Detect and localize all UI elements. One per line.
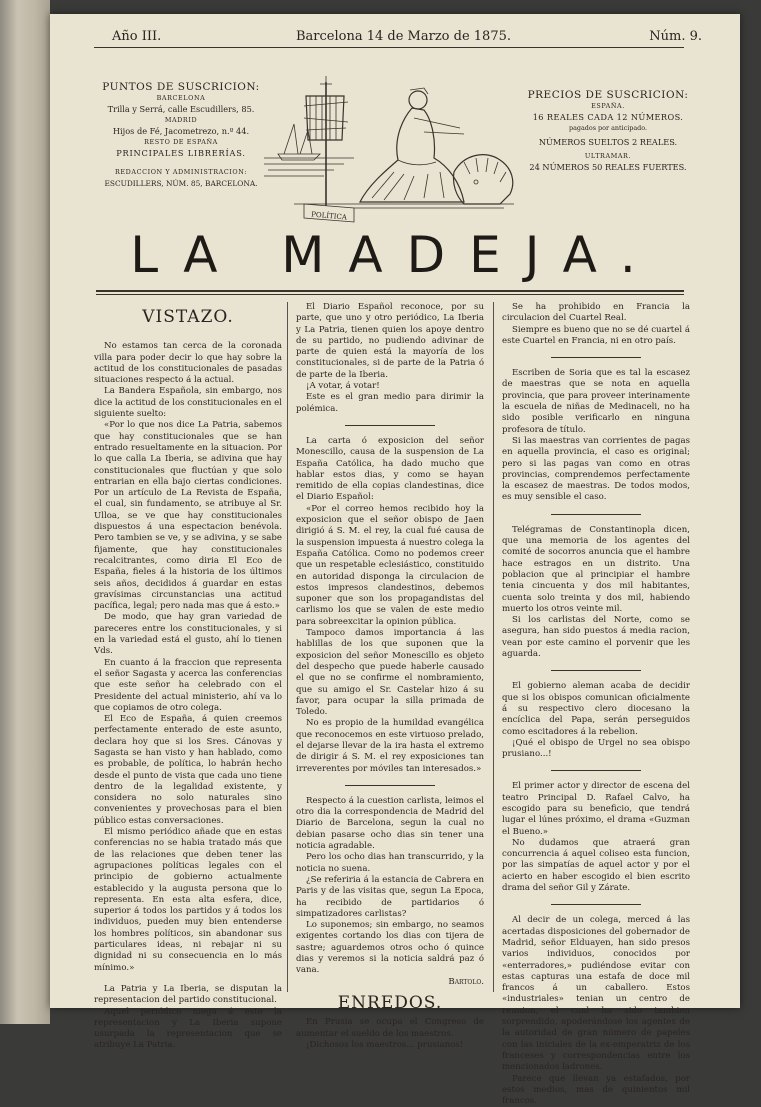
col2-paragraph: ¡A votar, á votar! xyxy=(306,381,380,392)
redaccion-label: REDACCION Y ADMINISTRACION: xyxy=(115,168,247,176)
col1-paragraph: El mismo periódico añade que en estas conferencias no se habia tratado más que de las relaciones que deben tener las agrupaciones políticas legales con el principio de gobierno actualmente establecido y la augusta persona que lo representa. En esta alta esfera, dice, superior á todos los partidos y á todos los individuos, pueden muy bien entenderse los hombres políticos, sin abandonar sus particulares ideas, ni rebajar ni su dignidad ni su consecuencia en lo más mínimo.» xyxy=(94,827,282,973)
section-rule xyxy=(551,514,641,515)
col2-paragraph: Tampoco damos importancia á las hablillas de los que suponen que la exposicion del señor Monescillo es objeto del despecho que puede haberle causado el que no se confirme el nombramiento, que su amigo el Sr. Castelar hizo á su favor, para ocupar la silla primada de Toledo. xyxy=(296,628,484,718)
ultramar-price: 24 NÚMEROS 50 REALES FUERTES. xyxy=(529,162,687,172)
pago-note: pagados por anticipado. xyxy=(569,124,647,132)
col3-paragraph: Si las maestras van corrientes de pagas en aquella provincia, el caso es original; pero si las pagas van como en otras provincias, comprendemos perfectamente la escasez de maestras. De todos modos, es muy sensible el caso. xyxy=(502,435,690,503)
column-middle xyxy=(296,302,484,1050)
col2-paragraph: ¿Se referiria á la estancia de Cabrera en Paris y de las visitas que, segun La Epoca, ha recibido de partidarios ó simpatizadores carlistas? xyxy=(296,874,484,919)
col1-paragraph: La Bandera Española, sin embargo, nos dice la actitud de los constitucionales en el siguiente suelto: xyxy=(94,386,282,420)
col3-paragraph: Se ha prohibido en Francia la circulacion del Cuartel Real. xyxy=(502,302,690,324)
issue-dateline: Barcelona 14 de Marzo de 1875. xyxy=(296,29,512,44)
signature: Bartolo. xyxy=(448,976,484,987)
issue-year: Año III. xyxy=(112,29,162,44)
col3-paragraph: Siempre es bueno que no se dé cuartel á este Cuartel en Francia, ni en otro país. xyxy=(502,324,690,346)
section-rule xyxy=(551,357,641,358)
col3-paragraph: No dudamos que atraerá gran concurrencia á aquel coliseo esta funcion, por las simpatías de aquel actor y por el acierto en haber escogido el bien escrito drama del señor Gil y Zárate. xyxy=(502,837,690,894)
col2-paragraph: Lo suponemos; sin embargo, no seamos exigentes cortando los dias con tijera de sastre; aguardemos otros ocho ó quince dias y veremos si la noticia saldrá paz ó vana. xyxy=(296,920,484,976)
redaccion-address: ESCUDILLERS, NÚM. 85, BARCELONA. xyxy=(104,179,258,188)
col1-paragraph: Aquel periódico niega á este la representacion y La Iberia supone usurpada la representacion que se atribuye La Patria. xyxy=(94,1006,282,1051)
banner-text: POLÍTICA xyxy=(310,210,348,222)
col2-paragraph: Este es el gran medio para dirimir la polémica. xyxy=(296,392,484,414)
col3-paragraph: El primer actor y director de escena del teatro Principal D. Rafael Calvo, ha escogido para su beneficio, que tendrá lugar el lúnes próximo, el drama «Guzman el Bueno.» xyxy=(502,781,690,837)
col3-paragraph: Si los carlistas del Norte, como se asegura, han sido puestos á media racion, vean por este camino el porvenir que les aguarda. xyxy=(502,615,690,660)
col2-paragraph: «Por el correo hemos recibido hoy la exposicion que el señor obispo de Jaen dirigió á S. M. el rey, la cual fué causa de la suspension impuesta á nuestro colega la España Católica. Como no podemos creer que un respetable eclesiástico, constituido en autoridad disponga la circulacion de estos impresos clandestinos, debemos suponer que son los propagandistas del carlismo los que se valen de este medio para sobreexcitar la opinion pública. xyxy=(296,503,484,627)
col1-paragraph: En cuanto á la fraccion que representa el señor Sagasta y acerca las conferencias que este señor ha celebrado con el Presidente del actual ministerio, ahí va lo que copiamos de otro colega. xyxy=(94,657,282,713)
column-divider-2 xyxy=(493,302,494,992)
top-rule xyxy=(94,47,684,48)
newspaper-page xyxy=(50,14,740,1107)
prices-heading: PRECIOS DE SUSCRICION: xyxy=(527,89,689,101)
masthead-rule xyxy=(96,290,684,292)
col3-paragraph: El gobierno aleman acaba de decidir que si los obispos comunican oficialmente á su respectivo clero diocesano la encíclica del Papa, serán perseguidos como escitadores á la rebelion. xyxy=(502,681,690,737)
col2-paragraph: ¡Dichosos los maestros... prusianos! xyxy=(306,1039,464,1050)
col1-paragraph: El Eco de España, á quien creemos perfectamente enterado de este asunto, declara hoy que si los Sres. Cánovas y Sagasta se han visto y han hablado, como es probable, de política, lo habrán hecho desde el punto de vista que cada uno tiene dentro de la legalidad existente, y considera no solo naturales sino convenientes y provechosas para el bien público estas conversaciones. xyxy=(94,714,282,826)
col3-paragraph: Al decir de un colega, merced á las acertadas disposiciones del gobernador de Madrid, señor Elduayen, han sido presos varios individuos, conocidos por «enterradores,» pudiéndose evitar con estas capturas una estafa de doce mil francos á un caballero. Estos «industriales» tenian un centro de reunion, el cual ha sido tambien sorprendido, apoderándose los agentes de la autoridad de gran número de papeles con las iniciales de la ex-emperatriz de los franceses y correspondencias entre los mencionados ladrones. xyxy=(502,915,690,1073)
points-heading: PUNTOS DE SUSCRICION: xyxy=(102,81,260,93)
barcelona-address: Trilla y Serrá, calle Escudillers, 85. xyxy=(107,104,255,114)
barcelona-label: BARCELONA xyxy=(156,94,206,102)
subscription-prices xyxy=(522,90,694,173)
section-rule xyxy=(345,785,435,786)
book-binding xyxy=(0,0,50,1024)
section-rule xyxy=(551,770,641,771)
col2-paragraph: En Prusia se ocupa el Congreso de aumentar el sueldo de los maestros. xyxy=(296,1017,484,1039)
column-right xyxy=(502,302,690,1107)
allegory-illustration xyxy=(264,62,520,222)
madrid-label: MADRID xyxy=(164,116,198,124)
ultramar-label: ULTRAMAR. xyxy=(584,152,632,160)
column-vistazo xyxy=(94,302,282,1051)
column-divider-1 xyxy=(287,302,288,992)
madrid-address: Hijos de Fé, Jacometrezo, n.º 44. xyxy=(112,126,250,136)
col3-paragraph: Escriben de Soria que es tal la escasez de maestras que se nota en aquella provincia, que para proveer interinamente la escuela de niñas de Medinaceli, no ha sido posible verificarlo en ninguna profesora de título. xyxy=(502,368,690,435)
seated-figure xyxy=(360,88,464,202)
col2-paragraph: Pero los ocho dias han transcurrido, y la noticia no suena. xyxy=(296,852,484,874)
enredos-heading: ENREDOS. xyxy=(337,992,443,1013)
col3-paragraph: Telégramas de Constantinopla dicen, que una memoria de los agentes del comité de socorros anuncia que el hambre hace estragos en un distrito. Una poblacion que al principiar el hambre tenia cincuenta y dos mil habitantes, cuenta solo treinta y dos mil, habiendo muerto los otros veinte mil. xyxy=(502,524,690,614)
sea-lines xyxy=(264,158,354,176)
issue-number: Núm. 9. xyxy=(649,29,702,44)
col2-paragraph: Respecto á la cuestion carlista, leimos el otro dia la correspondencia de Madrid del Diario de Barcelona, segun la cual no debian pasarse ocho dias sin tener una noticia agradable. xyxy=(296,795,484,852)
subscription-points xyxy=(88,82,274,189)
col1-paragraph: La Patria y La Iberia, se disputan la representacion del partido constitucional. xyxy=(94,983,282,1006)
col1-paragraph: De modo, que hay gran variedad de pareceres entre los constitucionales, y si en la variedad está el gusto, ahí lo tienen Vds. xyxy=(94,612,282,657)
espana-price: 16 REALES CADA 12 NÚMEROS. xyxy=(532,112,684,122)
issue-line xyxy=(112,29,702,47)
librerias-label: PRINCIPALES LIBRERÍAS. xyxy=(116,148,246,158)
masthead-rule-thin xyxy=(96,294,684,295)
col1-paragraph: «Por lo que nos dice La Patria, sabemos que hay constitucionales que se han entrado resueltamente en la situacion. Por lo que calla La Iberia, se adivina que hay constitucionales que fluctúan y que solo entrarian en ella bajo ciertas condiciones. Por un artículo de La Revista de España, el cual, sin fundamento, se atribuye al Sr. Ulloa, se ve que hay constitucionales dispuestos á una espectacion benévola. Pero tambien se ve, y se adivina, y se sabe fijamente, que hay constitucionales recalcitrantes, como diria El Eco de España, fieles á la historia de los últimos seis años, decididos á guardar en estas gravísimas circunstancias una actitud pacífica, legal; pero nada mas que á esto.» xyxy=(94,420,282,612)
col2-paragraph: No es propio de la humildad evangélica que reconocemos en este virtuoso prelado, el dejarse llevar de la ira hasta el extremo de dirigir á S. M. el rey exposiciones tan irreverentes por móviles tan interesados.» xyxy=(296,718,484,774)
masthead-title: LA MADEJA. xyxy=(130,226,660,284)
col2-paragraph: La carta ó exposicion del señor Monescillo, causa de la suspension de La España Católica, ha dado mucho que hablar estos dias, y como se hayan remitido de ella copias clandestinas, dice el Diario Español: xyxy=(296,435,484,503)
resto-label: RESTO DE ESPAÑA xyxy=(144,138,218,146)
col3-paragraph: ¡Qué el obispo de Urgel no sea obispo prusiano...! xyxy=(502,737,690,760)
col1-paragraph: No estamos tan cerca de la coronada villa para poder decir lo que hay sobre la actitud de los constitucionales de pasadas situaciones respecto á la actual. xyxy=(94,341,282,386)
sueltos-price: NÚMEROS SUELTOS 2 REALES. xyxy=(538,137,678,147)
section-rule xyxy=(551,670,641,671)
col2-paragraph: El Diario Español reconoce, por su parte, que uno y otro periódico, La Iberia y La Patria, tienen quien los apoye dentro de su partido, no pudiendo adivinar de parte de quien está la mayoría de los constitucionales, si de parte de la Patria ó de parte de la Iberia. xyxy=(296,302,484,380)
col3-paragraph: Parece que llevan ya estafados, por estos medios, mas de quinientos mil francos. xyxy=(502,1073,690,1107)
espana-label: ESPAÑA. xyxy=(591,102,625,110)
section-rule xyxy=(551,904,641,905)
section-rule xyxy=(345,425,435,426)
vistazo-heading: VISTAZO. xyxy=(142,307,234,327)
